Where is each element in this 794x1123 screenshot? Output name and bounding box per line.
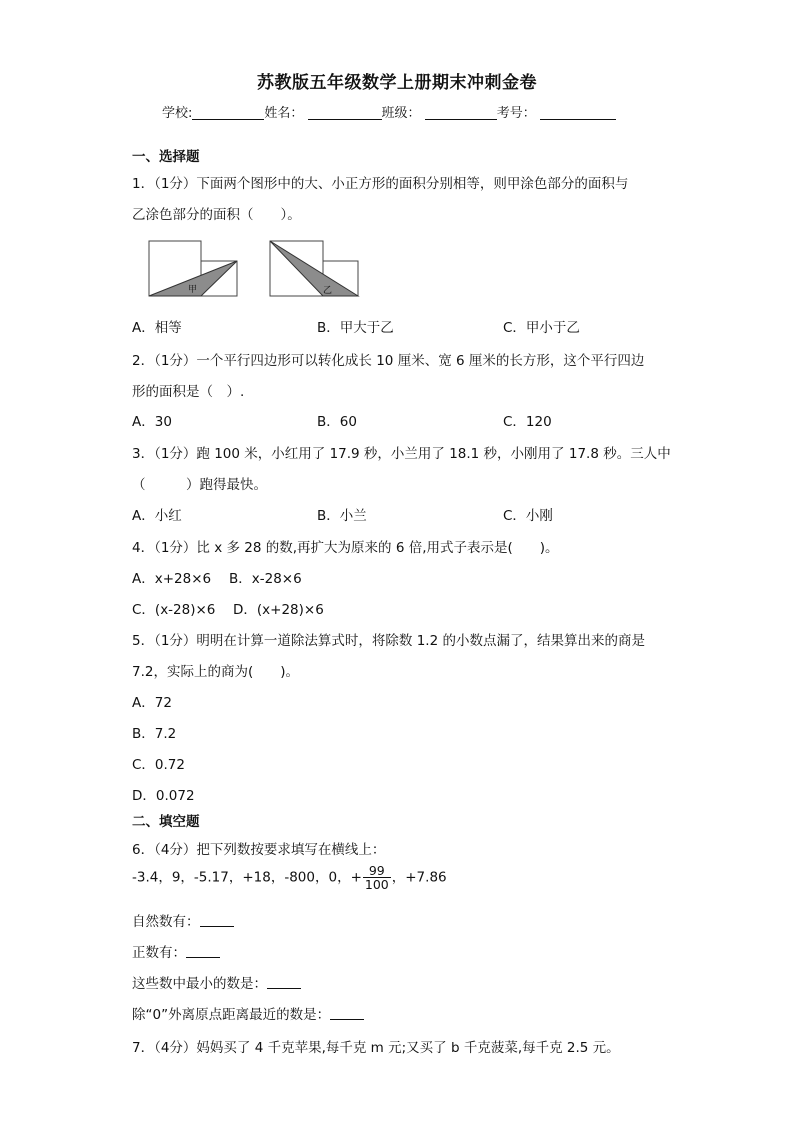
school-label: 学校: bbox=[162, 106, 193, 121]
q1-option-b[interactable]: B．甲大于乙 bbox=[317, 320, 394, 336]
section-choice-heading: 一、选择题 bbox=[132, 149, 200, 165]
q6-nearest-blank[interactable] bbox=[330, 1007, 364, 1020]
q5-option-b[interactable]: B．7.2 bbox=[132, 726, 177, 742]
class-blank[interactable] bbox=[425, 105, 497, 120]
q6-positive-blank[interactable] bbox=[186, 945, 220, 958]
q4-option-a[interactable]: A．x+28×6 bbox=[132, 571, 212, 587]
q6-nearest-label: 除“0”外离原点距离最近的数是： bbox=[132, 1007, 331, 1023]
q1-option-a[interactable]: A．相等 bbox=[132, 320, 182, 336]
q6-number-list bbox=[132, 864, 447, 891]
q6-text-line1: 6．（4分）把下列数按要求填写在横线上： bbox=[132, 842, 386, 858]
q2-option-b[interactable]: B．60 bbox=[317, 414, 357, 430]
q6-natural-row bbox=[132, 910, 234, 930]
q2-text-line2: 形的面积是（ ）. bbox=[132, 384, 245, 400]
q4-option-c[interactable]: C．(x-28)×6 bbox=[132, 602, 216, 618]
q1-option-c[interactable]: C．甲小于乙 bbox=[503, 320, 580, 336]
q6-positive-label: 正数有： bbox=[132, 945, 186, 961]
q3-option-a[interactable]: A．小红 bbox=[132, 508, 182, 524]
q3-text-line2: （ ）跑得最快。 bbox=[132, 477, 267, 493]
q2-text-line1: 2．（1分）一个平行四边形可以转化成长 10 厘米、宽 6 厘米的长方形，这个平行四边 bbox=[132, 353, 645, 369]
fig-a-label: 甲 bbox=[188, 285, 198, 295]
q3-option-b[interactable]: B．小兰 bbox=[317, 508, 367, 524]
q7-text-line1: 7．（4分）妈妈买了 4 千克苹果,每千克 m 元;又买了 b 千克菠菜,每千克 2.5 元。 bbox=[132, 1040, 620, 1056]
q6-numbers-pre: -3.4，9，-5.17，+18，-800，0，+ bbox=[132, 869, 362, 886]
class-label: 班级： bbox=[381, 106, 421, 121]
number-blank[interactable] bbox=[540, 105, 616, 120]
q5-option-a[interactable]: A．72 bbox=[132, 695, 172, 711]
q4-option-b[interactable]: B．x-28×6 bbox=[229, 571, 302, 587]
q4-text-line1: 4．（1分）比 x 多 28 的数,再扩大为原来的 6 倍,用式子表示是( )。 bbox=[132, 540, 559, 556]
q6-fraction-numerator: 99 bbox=[363, 864, 391, 878]
q1-text-line1: 1．（1分）下面两个图形中的大、小正方形的面积分别相等，则甲涂色部分的面积与 bbox=[132, 176, 629, 192]
q6-smallest-blank[interactable] bbox=[267, 976, 301, 989]
q6-natural-blank[interactable] bbox=[200, 914, 234, 927]
q1-text-line2: 乙涂色部分的面积（ ）。 bbox=[132, 207, 301, 223]
q3-text-line1: 3．（1分）跑 100 米，小红用了 17.9 秒，小兰用了 18.1 秒，小刚用了 17.8 秒。三人中 bbox=[132, 446, 671, 462]
q6-smallest-row bbox=[132, 972, 301, 992]
number-label: 考号： bbox=[496, 106, 536, 121]
name-blank[interactable] bbox=[308, 105, 382, 120]
q5-text-line2: 7.2，实际上的商为( )。 bbox=[132, 664, 300, 680]
section-fill-heading: 二、填空题 bbox=[132, 814, 200, 830]
q6-natural-label: 自然数有： bbox=[132, 914, 200, 930]
q6-fraction bbox=[363, 864, 391, 891]
q6-smallest-label: 这些数中最小的数是： bbox=[132, 976, 267, 992]
fig-b-label: 乙 bbox=[323, 286, 333, 296]
q2-option-c[interactable]: C．120 bbox=[503, 414, 552, 430]
student-info-row bbox=[162, 102, 616, 121]
name-label: 姓名： bbox=[264, 106, 304, 121]
q4-option-d[interactable]: D．(x+28)×6 bbox=[233, 602, 324, 618]
q6-nearest-row bbox=[132, 1003, 364, 1023]
fig-b-shaded-triangle bbox=[270, 241, 358, 296]
q6-numbers-post: ，+7.86 bbox=[391, 869, 447, 886]
q6-fraction-denominator: 100 bbox=[364, 877, 389, 892]
school-blank[interactable] bbox=[192, 105, 264, 120]
q3-option-c[interactable]: C．小刚 bbox=[503, 508, 553, 524]
q5-text-line1: 5．（1分）明明在计算一道除法算式时，将除数 1.2 的小数点漏了，结果算出来的商是 bbox=[132, 633, 645, 649]
page-title: 苏教版五年级数学上册期末冲刺金卷 bbox=[257, 73, 537, 93]
q5-option-d[interactable]: D．0.072 bbox=[132, 788, 195, 804]
q1-figure bbox=[140, 236, 365, 302]
q2-option-a[interactable]: A．30 bbox=[132, 414, 172, 430]
q6-positive-row bbox=[132, 941, 220, 961]
q5-option-c[interactable]: C．0.72 bbox=[132, 757, 185, 773]
